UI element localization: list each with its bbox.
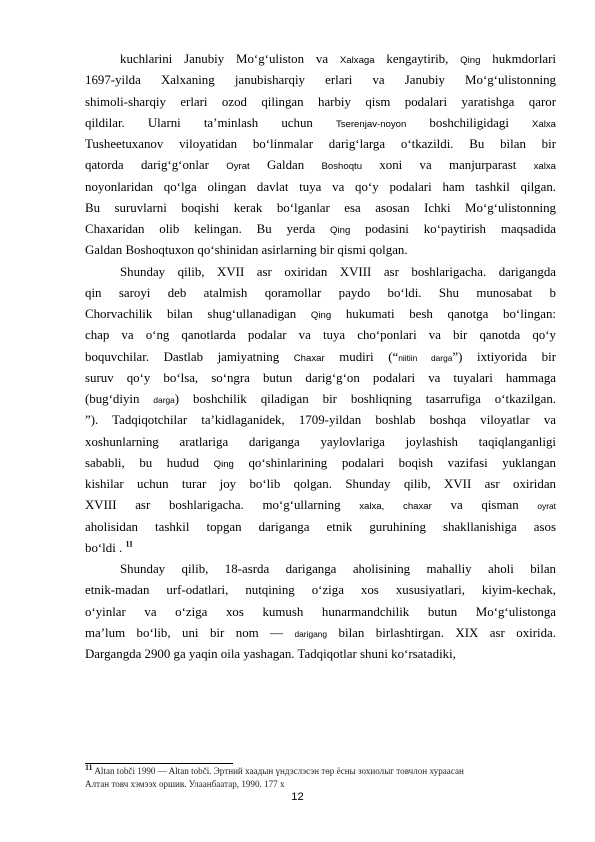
- text-line: [85, 623, 556, 644]
- term-run: Tserenjav-noyon: [335, 118, 407, 130]
- text-line: [85, 262, 556, 283]
- text-line: [85, 644, 556, 665]
- term-run: Xalxaga: [339, 55, 375, 66]
- text-run: bilan birlashtirgan. XIX asr oxirida.: [327, 625, 556, 640]
- term-run: Oyrat: [226, 161, 250, 173]
- term-run: Xalxa: [532, 118, 556, 130]
- footnote-line-2: Алтан товч хэмээх оршив. Улаанбаатар, 1990. 177 x: [85, 778, 285, 789]
- text-run: Tusheetuxanov viloyatidan boʻlinmalar darigʻlarga oʻtkazildi. Bu bilan bir: [85, 137, 556, 151]
- text-line: [85, 495, 556, 516]
- text-run: (bugʻdiyin: [85, 392, 154, 406]
- text-run: kuchlarini Janubiy Moʻgʻuliston va: [120, 52, 340, 66]
- text-line: [85, 474, 556, 495]
- text-run: Galdan Boshoqtuxon qoʻshinidan asirlarning bir qismi qolgan.: [85, 243, 408, 258]
- text-run: suruv qoʻy boʻlsa, soʻngra butun darigʻgʻon podalari va tuyalari hammaga: [85, 370, 556, 385]
- text-run: qoʻshinlarining podalari boqish vazifasi yuklangan: [233, 455, 556, 470]
- text-line: [85, 240, 556, 261]
- text-line: [85, 219, 556, 240]
- paragraph: [85, 559, 556, 665]
- text-line: [85, 134, 556, 155]
- text-run: mudiri (“: [324, 349, 399, 364]
- term-run: Qing: [213, 458, 234, 470]
- term-run: xalxa: [533, 161, 556, 173]
- text-run: ”) ixtiyorida bir: [452, 349, 556, 364]
- footnote-ref: 11: [125, 539, 134, 549]
- text-line: [85, 49, 556, 70]
- text-line: [85, 70, 556, 91]
- text-line: [85, 325, 556, 346]
- term-run: oyrat: [537, 501, 556, 512]
- footnote-mark: 11: [85, 762, 93, 772]
- text-run: boʻldi .: [85, 540, 126, 555]
- term-run: darga: [153, 395, 175, 405]
- text-line: [85, 559, 556, 580]
- text-line: [85, 389, 556, 410]
- text-line: [85, 304, 556, 325]
- text-line: [85, 177, 556, 198]
- text-line: [85, 347, 556, 368]
- text-run: va qisman: [431, 498, 538, 513]
- text-run: kishilar uchun turar joy boʻlib qolgan. Shunday qilib, XVII asr oxiridan: [85, 477, 556, 491]
- term-run: niitiin darga: [398, 352, 453, 363]
- text-run: oʻyinlar va oʻziga xos kumush hunarmandchilik butun Moʻgʻulistonga: [85, 604, 556, 619]
- text-line: [85, 410, 556, 431]
- text-run: Shunday qilib, XVII asr oxiridan XVIII asr boshlarigacha. darigangda: [120, 264, 556, 279]
- text-line: [85, 283, 556, 304]
- footnote-text-1: Altan tobči 1990 — Altan tobči. Эртний хаадын үндэслэсэн төр ёсны зохиолыг товчлон хураасан: [92, 766, 464, 776]
- text-run: Chaxaridan olib kelingan. Bu yerda: [85, 222, 331, 236]
- text-run: xoni va manjurparast: [362, 158, 534, 173]
- term-run: xalxa,: [359, 501, 385, 513]
- footnote-line-1: [85, 762, 556, 778]
- text-line: [85, 432, 556, 453]
- text-run: boshchiligidagi: [406, 115, 532, 130]
- term-run: Qing: [460, 55, 481, 66]
- text-line: [85, 368, 556, 389]
- term-run: Chaxar: [293, 352, 325, 364]
- text-run: Chorvachilik bilan shugʻullanadigan: [85, 307, 311, 321]
- text-line: [85, 92, 556, 113]
- text-run: qildilar. Ularni taʼminlash uchun: [85, 115, 336, 130]
- text-line: [85, 198, 556, 219]
- text-run: Bu suruvlarni boqishi kerak boʻlganlar esa asosan Ichki Moʻgʻulistonning: [85, 200, 556, 215]
- footnote-divider: [85, 763, 233, 764]
- text-run: hukmdorlari: [480, 52, 556, 66]
- text-run: boquvchilar. Dastlab jamiyatning: [85, 349, 294, 364]
- text-run: Dargangda 2900 ga yaqin oila yashagan. Tadqiqotlar shuni koʻrsatadiki,: [85, 647, 456, 661]
- text-line: [85, 517, 556, 538]
- term-run: Qing: [310, 310, 332, 321]
- text-run: xoshunlarning aratlariga dariganga yaylovlariga joylashish taqiqlanganligi: [85, 434, 556, 449]
- footnote: [85, 762, 556, 790]
- paragraph: [85, 49, 556, 262]
- page-number: 12: [291, 791, 304, 803]
- text-line: [85, 113, 556, 134]
- text-run: aholisidan tashkil topgan dariganga etnik guruhining shakllanishiga asos: [85, 519, 556, 534]
- term-run: Qing: [330, 225, 351, 236]
- text-run: etnik-madan urf-odatlari, nutqining oʻziga xos xususiyatlari, kiyim-kechak,: [85, 583, 556, 598]
- text-run: 1697-yilda Xalxaning janubisharqiy erlari va Janubiy Moʻgʻulistonning: [85, 73, 556, 88]
- text-run: ) boshchilik qiladigan bir boshliqning tasarrufiga oʻtkazilgan.: [174, 392, 556, 406]
- text-run: qatorda darigʻgʻonlar: [85, 158, 227, 173]
- term-run: chaxar: [403, 501, 432, 513]
- text-run: hukumati besh qanotga boʻlingan:: [331, 307, 556, 321]
- text-line: [85, 538, 556, 559]
- text-run: noyonlaridan qoʻlga olingan davlat tuya va qoʻy podalari ham tashkil qilgan.: [85, 179, 556, 194]
- term-run: Boshoqtu: [321, 161, 363, 173]
- text-line: [85, 453, 556, 474]
- text-run: sababli, bu hudud: [85, 455, 214, 470]
- body-text: [85, 49, 556, 665]
- text-run: chap va oʻng qanotlarda podalar va tuya choʻponlari va bir qanotda qoʻy: [85, 328, 556, 343]
- text-run: Galdan: [249, 158, 322, 173]
- text-run: podasini koʻpaytirish maqsadida: [350, 222, 556, 236]
- text-run: XVIII asr boshlarigacha. moʻgʻullarning: [85, 498, 360, 513]
- text-run: Shunday qilib, 18-asrda dariganga aholisining mahalliy aholi bilan: [120, 562, 556, 576]
- text-run: ”). Tadqiqotchilar ta’kidlaganidek, 1709-yildan boshlab boshqa viloyatlar va: [85, 413, 556, 428]
- text-run: qin saroyi deb atalmish qoramollar paydo boʻldi. Shu munosabat b: [85, 285, 556, 300]
- text-run: [384, 498, 403, 512]
- text-run: shimoli-sharqiy erlari ozod qilingan harbiy qism podalari yaratishga qaror: [85, 94, 556, 109]
- paragraph: [85, 262, 556, 560]
- text-line: [85, 580, 556, 601]
- text-run: maʼlum boʻlib, uni bir nom —: [85, 625, 295, 640]
- term-run: darigang: [294, 628, 328, 639]
- text-line: [85, 602, 556, 623]
- text-line: [85, 155, 556, 176]
- text-run: kengaytirib,: [374, 52, 461, 66]
